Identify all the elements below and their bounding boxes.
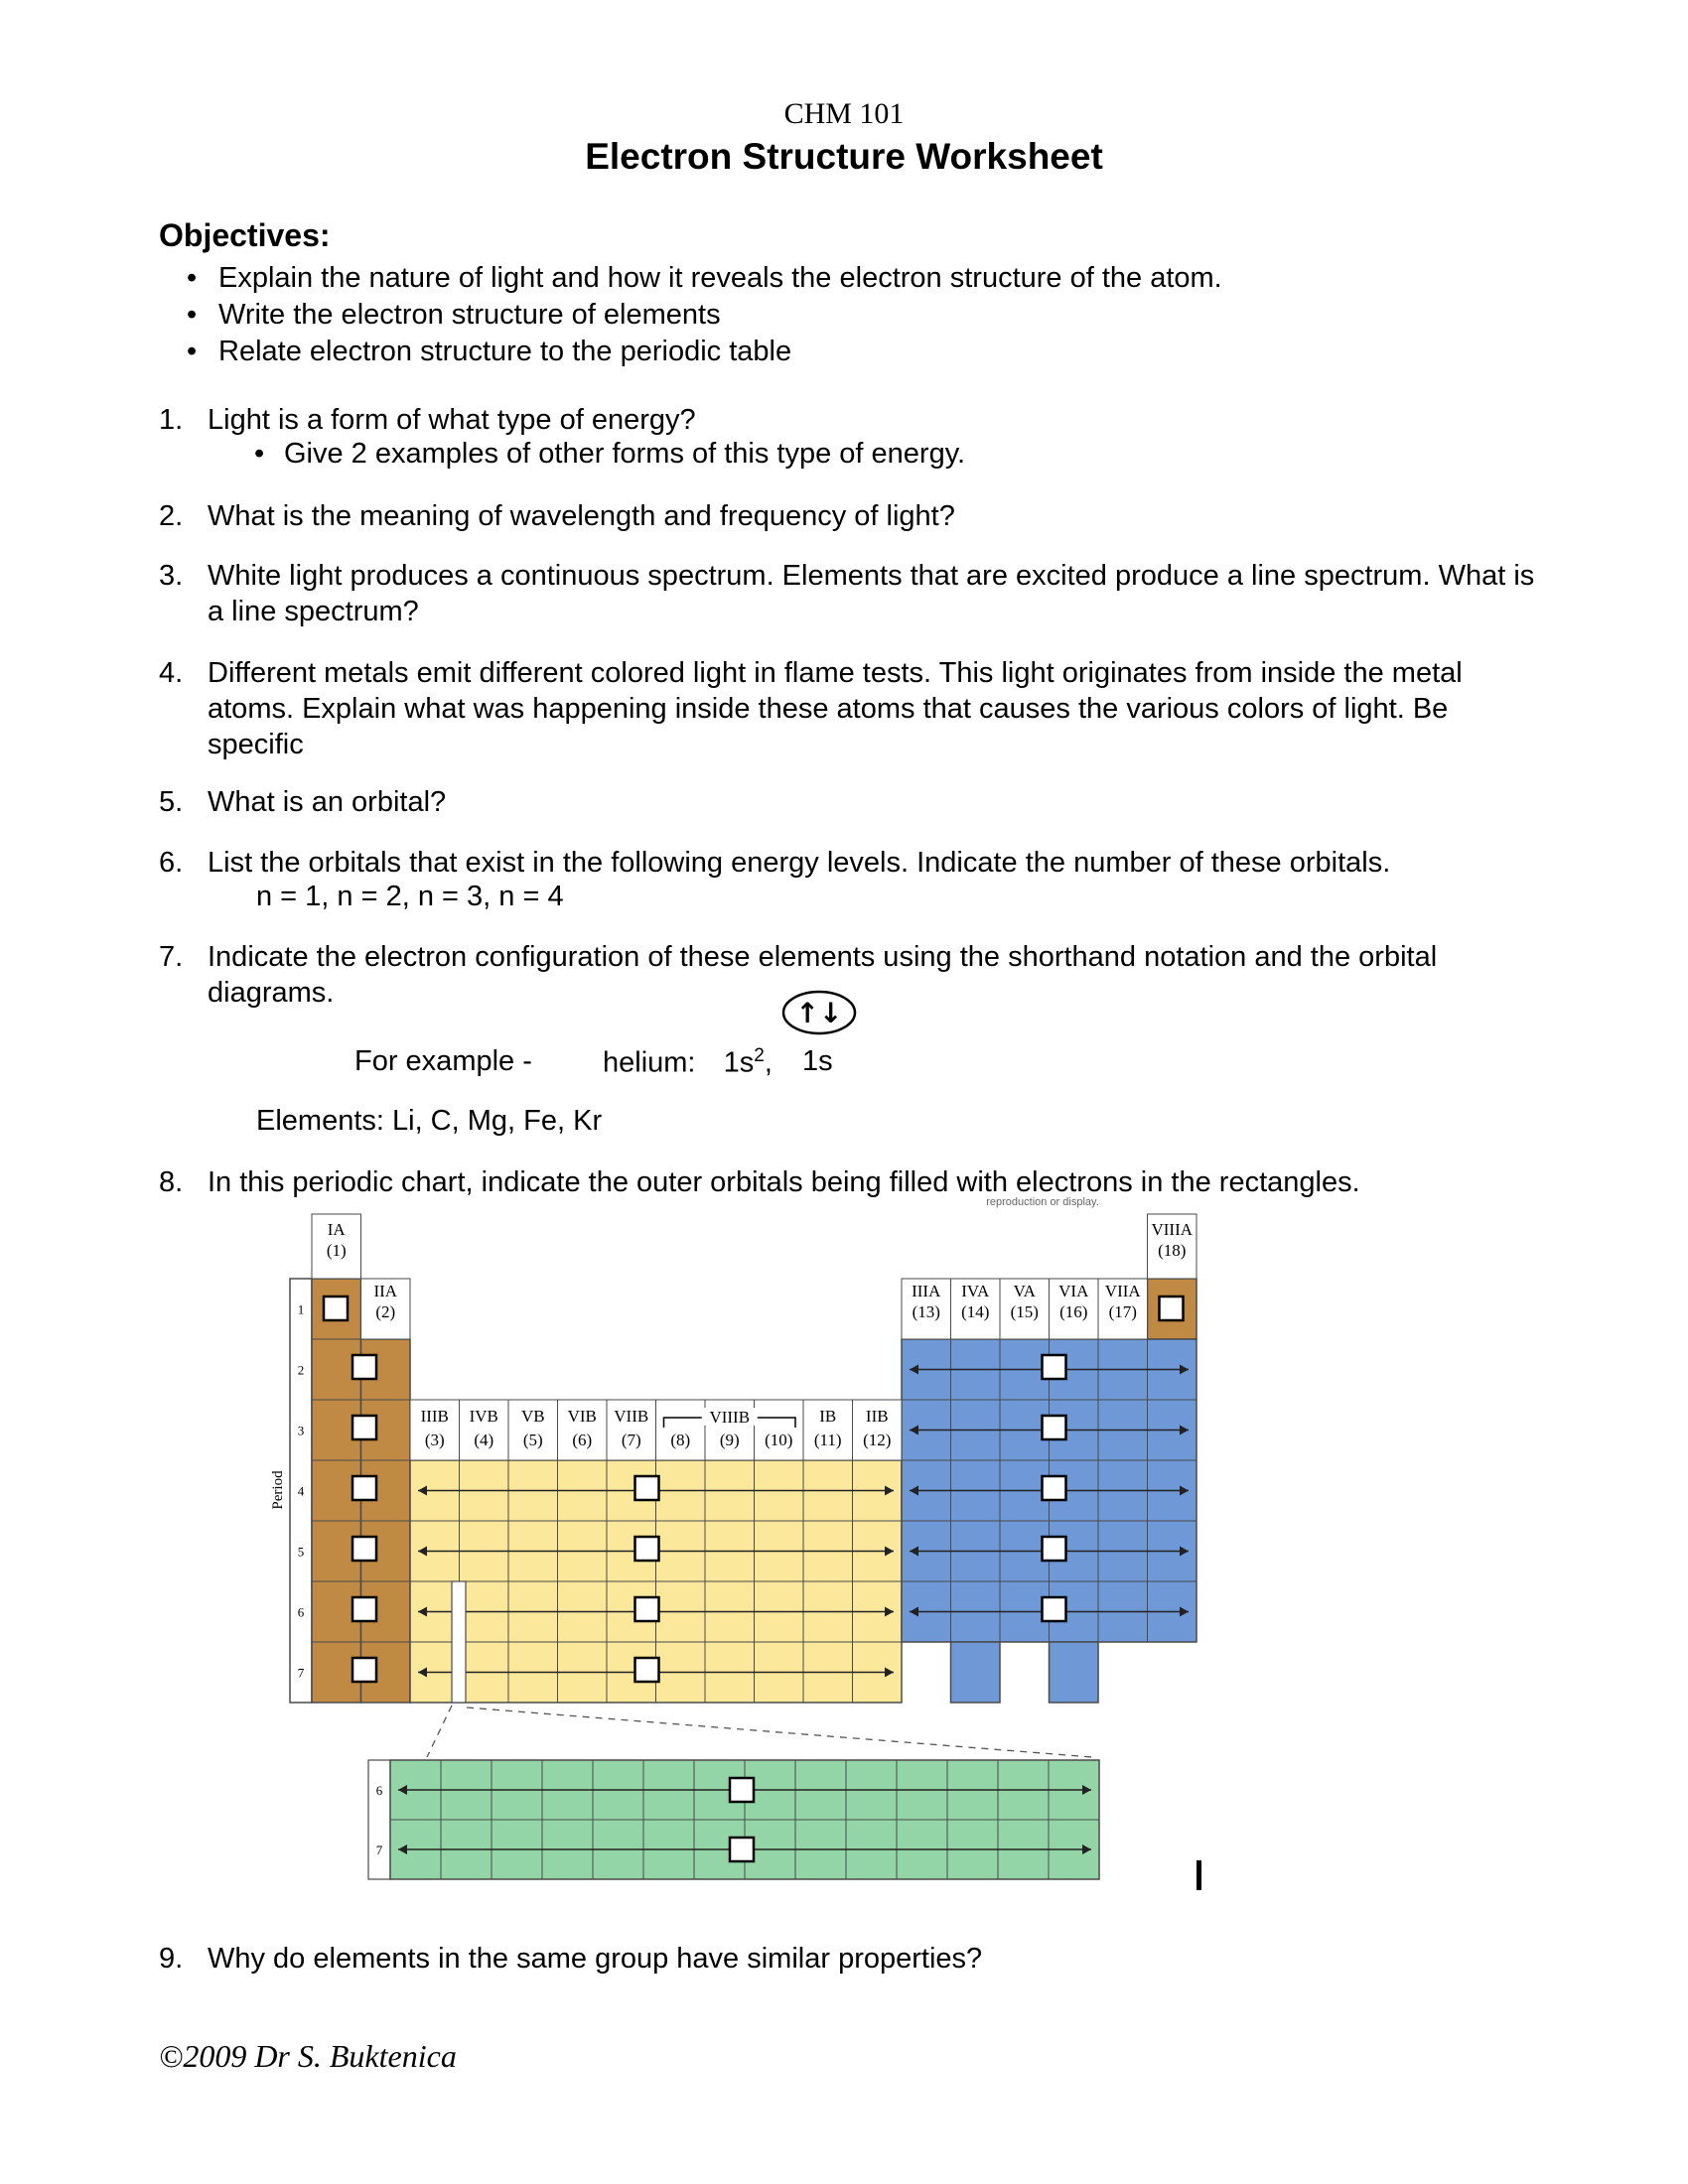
main-group-header-name: IIIA bbox=[912, 1282, 941, 1300]
main-group-header-number: (17) bbox=[1108, 1302, 1137, 1321]
elements-list: Elements: Li, C, Mg, Fe, Kr bbox=[256, 1105, 603, 1137]
f-block-leader-right bbox=[467, 1707, 1092, 1757]
transition-group-number: (12) bbox=[863, 1431, 892, 1449]
answer-box-s-period-1 bbox=[324, 1297, 348, 1320]
copyright-footer: ©2009 Dr S. Buktenica bbox=[159, 2038, 457, 2074]
question-8: 8. In this periodic chart, indicate the outer orbitals being filled with electrons in the rectangles. bbox=[159, 1166, 1360, 1198]
question-6: 6. List the orbitals that exist in the following energy levels. Indicate the number of these orbitals. bbox=[159, 847, 1391, 879]
group-18-header-name: VIIIA bbox=[1151, 1220, 1194, 1239]
period-number: 1 bbox=[297, 1301, 305, 1317]
answer-box-f-block bbox=[730, 1778, 754, 1802]
p-block-tab bbox=[951, 1642, 1001, 1703]
period-number: 7 bbox=[297, 1665, 305, 1681]
main-group-header-number: (14) bbox=[961, 1302, 990, 1321]
answer-box-p-block bbox=[1043, 1416, 1066, 1439]
answer-box-s-block bbox=[352, 1476, 376, 1500]
main-group-header-name: VIIA bbox=[1104, 1282, 1141, 1300]
transition-group-number: (9) bbox=[719, 1431, 740, 1449]
question-1: 1. Light is a form of what type of energy? bbox=[159, 404, 696, 436]
question-7: 7. Indicate the electron configuration of these elements using the shorthand notation and the orbital diagrams. bbox=[159, 941, 1438, 1009]
question-9: 9. Why do elements in the same group have similar properties? bbox=[159, 1943, 983, 1975]
period-number: 3 bbox=[297, 1423, 305, 1438]
example-configuration: helium: $1s^2$, bbox=[603, 1045, 773, 1079]
main-group-header-number: (15) bbox=[1010, 1302, 1039, 1321]
group-18-header-number: (18) bbox=[1158, 1241, 1187, 1260]
course-code: CHM 101 bbox=[783, 97, 905, 130]
orbital-label: 1s bbox=[802, 1045, 833, 1077]
transition-group-name: IIB bbox=[865, 1407, 889, 1426]
bullet-icon: • bbox=[187, 336, 198, 367]
objectives-heading: Objectives: bbox=[159, 217, 331, 253]
transition-group-number: (6) bbox=[572, 1431, 593, 1449]
answer-box-d-block bbox=[635, 1597, 659, 1621]
objective-item: • Relate electron structure to the periodic table bbox=[187, 334, 1222, 370]
answer-box-s-block bbox=[352, 1537, 376, 1561]
group-2-header-number: (2) bbox=[375, 1302, 396, 1321]
question-5: 5. What is an orbital? bbox=[159, 786, 447, 818]
f-period-number: 6 bbox=[375, 1783, 383, 1798]
group-2-header-name: IIA bbox=[373, 1282, 398, 1300]
period-number: 4 bbox=[297, 1483, 305, 1499]
answer-box-f-block bbox=[730, 1838, 754, 1861]
transition-group-number: (5) bbox=[522, 1431, 543, 1449]
answer-box-p-block bbox=[1043, 1476, 1066, 1500]
f-block-gap bbox=[452, 1581, 466, 1703]
answer-box-s-block bbox=[352, 1658, 376, 1682]
transition-group-number: (8) bbox=[670, 1431, 691, 1449]
answer-box-p-block bbox=[1043, 1537, 1066, 1561]
f-period-number: 7 bbox=[375, 1843, 383, 1857]
answer-box-d-block bbox=[635, 1476, 659, 1500]
chart-top-note: reproduction or display. bbox=[986, 1196, 1099, 1208]
objective-item: • Write the electron structure of elements bbox=[187, 297, 1222, 334]
transition-group-number: (7) bbox=[621, 1431, 641, 1449]
bullet-icon: • bbox=[254, 438, 265, 470]
transition-group-name: VB bbox=[520, 1407, 545, 1426]
transition-group-name: VIB bbox=[567, 1407, 597, 1426]
worksheet-title: Electron Structure Worksheet bbox=[585, 136, 1103, 177]
bullet-icon: • bbox=[187, 262, 198, 294]
p-block-tab bbox=[1050, 1642, 1099, 1703]
answer-box-s-block bbox=[352, 1355, 376, 1379]
answer-box-p-block bbox=[1043, 1355, 1066, 1379]
transition-group-number: (11) bbox=[813, 1431, 842, 1449]
periodic-chart bbox=[260, 1196, 1203, 1884]
chart-layers bbox=[270, 1214, 1196, 1879]
orbital-diagram-example bbox=[781, 990, 857, 1035]
main-group-header-number: (13) bbox=[912, 1302, 940, 1321]
transition-group-number: (10) bbox=[765, 1431, 793, 1449]
question-6-subitem: n = 1, n = 2, n = 3, n = 4 bbox=[256, 881, 564, 912]
transition-group-name: IB bbox=[819, 1407, 837, 1426]
transition-group-name: IVB bbox=[469, 1407, 498, 1426]
group-1-header-name: IA bbox=[327, 1220, 346, 1239]
transition-group-name: IIIB bbox=[420, 1407, 449, 1426]
answer-box-d-block bbox=[635, 1537, 659, 1561]
bullet-icon: • bbox=[187, 299, 198, 331]
objectives-list bbox=[187, 260, 1222, 370]
question-3: 3. White light produces a continuous spectrum. Elements that are excited produce a line spectrum. What is a line spectrum? bbox=[159, 560, 1535, 627]
transition-group-number: (3) bbox=[424, 1431, 445, 1449]
viiib-label: VIIIB bbox=[709, 1408, 751, 1427]
answer-box-s-block bbox=[352, 1416, 376, 1439]
example-label: For example - bbox=[354, 1045, 532, 1077]
answer-box-p-block bbox=[1043, 1597, 1066, 1621]
period-number: 6 bbox=[297, 1604, 305, 1620]
period-axis-label: Period bbox=[270, 1470, 286, 1510]
answer-box-s-block bbox=[352, 1597, 376, 1621]
f-block-leader-left bbox=[427, 1706, 452, 1757]
transition-group-number: (4) bbox=[474, 1431, 494, 1449]
period-number: 2 bbox=[297, 1362, 305, 1378]
main-group-header-number: (16) bbox=[1059, 1302, 1088, 1321]
group-1-header-number: (1) bbox=[326, 1241, 347, 1260]
electron-pair-arrows: ↑↓ bbox=[795, 997, 843, 1029]
answer-box-helium bbox=[1160, 1297, 1184, 1320]
period-number: 5 bbox=[297, 1544, 305, 1560]
main-group-header-name: VIA bbox=[1058, 1282, 1089, 1300]
main-group-header-name: IVA bbox=[961, 1282, 990, 1300]
objective-item: • Explain the nature of light and how it reveals the electron structure of the atom. bbox=[187, 260, 1222, 297]
question-2: 2. What is the meaning of wavelength and frequency of light? bbox=[159, 500, 955, 532]
f-period-column bbox=[368, 1760, 390, 1879]
answer-box-d-block bbox=[635, 1658, 659, 1682]
transition-group-name: VIIB bbox=[614, 1407, 649, 1426]
question-1-subitem: • Give 2 examples of other forms of this type of energy. bbox=[254, 438, 966, 470]
main-group-header-name: VA bbox=[1013, 1282, 1036, 1300]
question-4: 4. Different metals emit different colored light in flame tests. This light originates from inside the metal atoms. Explain what was happening inside these atoms that causes the various colors of light. Be specific bbox=[159, 657, 1463, 760]
text-cursor bbox=[1196, 1860, 1201, 1890]
